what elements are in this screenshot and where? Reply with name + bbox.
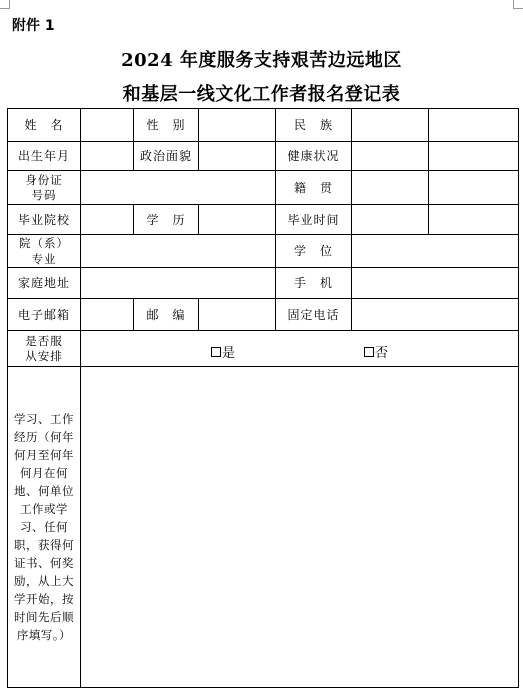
label-native-place: 籍 贯 <box>293 180 333 195</box>
label-health: 健康状况 <box>287 149 340 163</box>
checkbox-yes[interactable] <box>211 347 221 357</box>
label-department-major: 院（系）专业 <box>19 236 69 266</box>
label-ethnicity: 民 族 <box>293 118 333 132</box>
label-obey-arrangement: 是否服从安排 <box>25 333 63 363</box>
option-yes-label: 是 <box>222 346 236 361</box>
label-name: 姓 名 <box>24 118 64 132</box>
label-email: 电子邮箱 <box>17 307 70 322</box>
label-landline: 固定电话 <box>287 307 340 322</box>
label-degree: 学 位 <box>293 244 333 258</box>
label-graduation-time: 毕业时间 <box>287 212 340 227</box>
label-home-address: 家庭地址 <box>17 276 70 290</box>
label-experience: 学习、工作经历（何年何月至何年何月在何地、何单位工作或学习、任何职，获得何证书、何奖励，从上大学开始，按时间先后顺序填写。） <box>14 412 74 642</box>
label-postcode: 邮 编 <box>146 307 186 322</box>
form-title-line-2: 和基层一线文化工作者报名登记表 <box>122 84 401 105</box>
label-gender: 性 别 <box>146 118 186 132</box>
attachment-label: 附件 1 <box>12 18 55 34</box>
label-mobile: 手 机 <box>293 276 333 290</box>
option-no-label: 否 <box>375 346 389 361</box>
label-birth-date: 出生年月 <box>17 149 70 163</box>
label-political-status: 政治面貌 <box>139 149 192 163</box>
checkbox-no[interactable] <box>364 347 374 357</box>
label-graduate-school: 毕业院校 <box>17 212 70 227</box>
option-yes[interactable] <box>211 342 235 361</box>
label-id-number: 身份证号码 <box>25 172 63 202</box>
label-education: 学 历 <box>146 212 186 227</box>
option-no[interactable] <box>364 342 388 361</box>
form-title-line-1: 2024 年度服务支持艰苦边远地区 <box>121 50 402 71</box>
